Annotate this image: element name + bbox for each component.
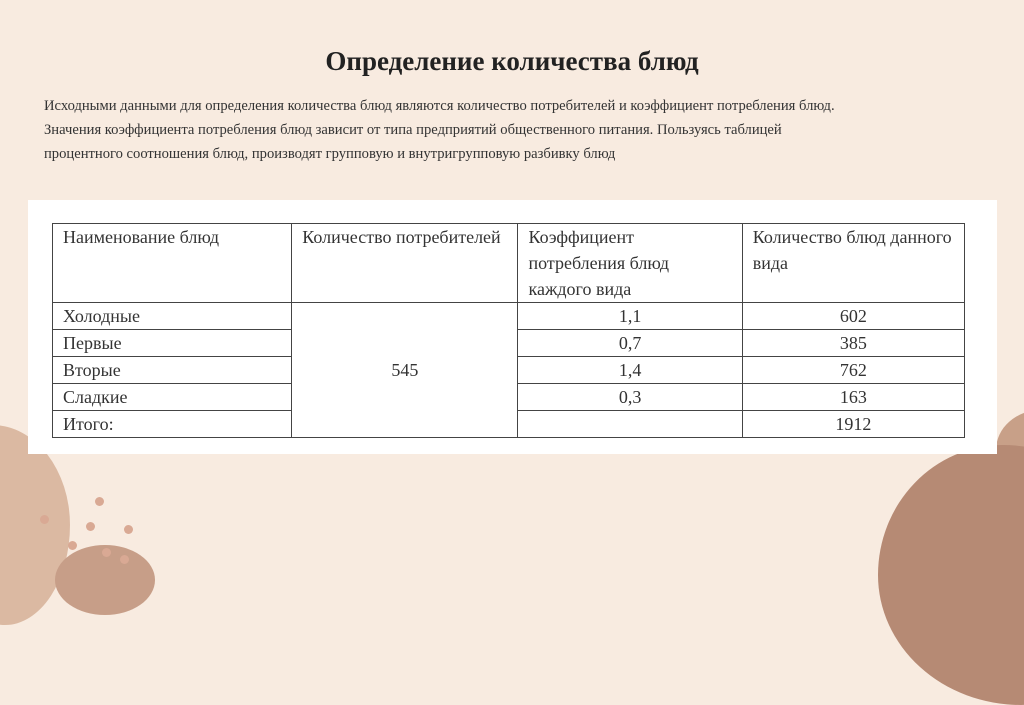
dish-count-cell: 762 (742, 357, 964, 384)
consumers-cell: 545 (292, 303, 518, 438)
dish-name-cell: Вторые (53, 357, 292, 384)
slide-title: Определение количества блюд (325, 46, 699, 77)
intro-text (44, 94, 994, 166)
dish-count-cell: 163 (742, 384, 964, 411)
table-panel (28, 200, 997, 454)
intro-line: Значения коэффициента потребления блюд зависит от типа предприятий общественного питания. Пользуясь таблицей (44, 122, 782, 138)
dish-name-cell: Сладкие (53, 384, 292, 411)
coefficient-cell: 1,4 (518, 357, 742, 384)
table-row (53, 303, 965, 330)
decorative-blob-right (878, 445, 1024, 705)
coefficient-cell: 0,7 (518, 330, 742, 357)
coefficient-cell: 1,1 (518, 303, 742, 330)
decorative-dot (124, 525, 133, 534)
decorative-dot (86, 522, 95, 531)
decorative-dot (40, 515, 49, 524)
dish-count-cell: 602 (742, 303, 964, 330)
intro-line: процентного соотношения блюд, производят групповую и внутригрупповую разбивку блюд (44, 146, 616, 162)
intro-line: Исходными данными для определения количества блюд являются количество потребителей и коэффициент потребления блюд. (44, 98, 835, 114)
decorative-dot (120, 555, 129, 564)
dishes-table (52, 223, 965, 438)
coefficient-cell: 0,3 (518, 384, 742, 411)
total-label-cell: Итого: (53, 411, 292, 438)
decorative-dot (68, 541, 77, 550)
decorative-dot (95, 497, 104, 506)
total-coefficient-cell (518, 411, 742, 438)
header-consumers: Количество потребителей (292, 224, 518, 303)
total-count-cell: 1912 (742, 411, 964, 438)
dish-count-cell: 385 (742, 330, 964, 357)
dish-name-cell: Холодные (53, 303, 292, 330)
header-coefficient: Коэффициент потребления блюд каждого вида (518, 224, 742, 303)
decorative-dot (102, 548, 111, 557)
header-dish-count: Количество блюд данного вида (742, 224, 964, 303)
dish-name-cell: Первые (53, 330, 292, 357)
table-header-row (53, 224, 965, 303)
header-dish-name: Наименование блюд (53, 224, 292, 303)
